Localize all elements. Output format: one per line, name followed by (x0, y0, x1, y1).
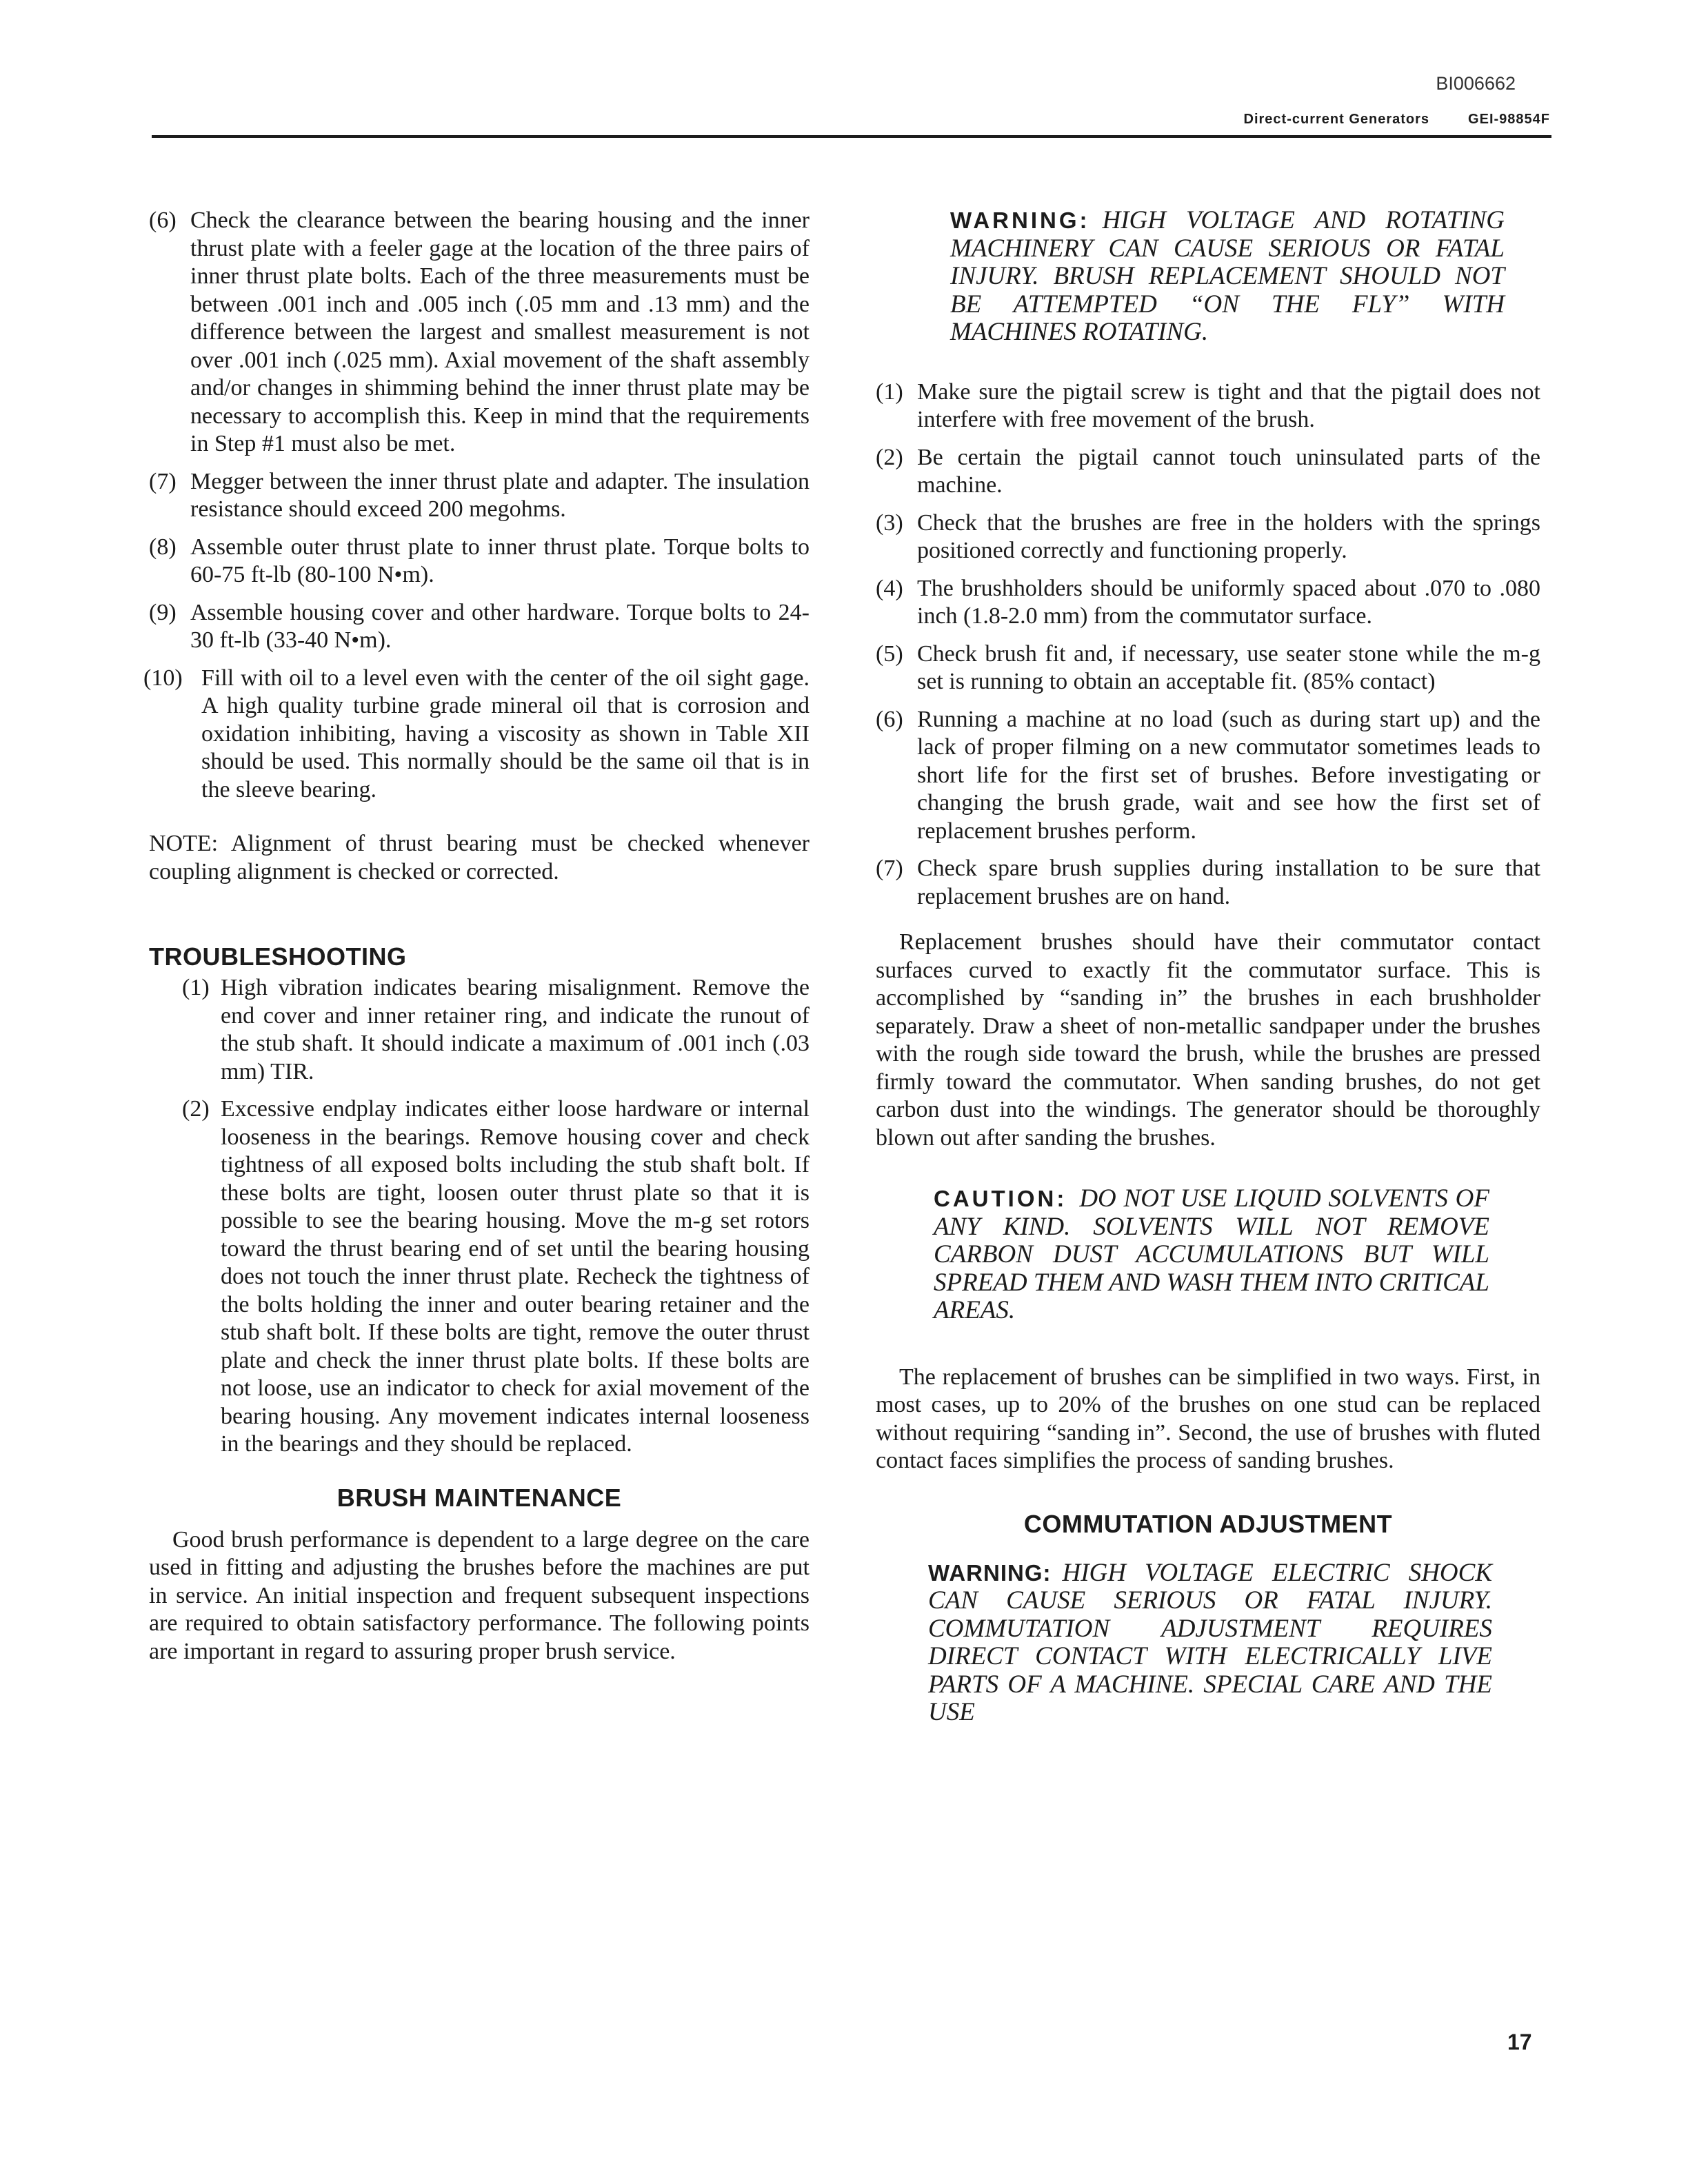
step-text: Assemble outer thrust plate to inner thrust plate. Torque bolts to 60-75 ft-lb (80-100 N•m). (190, 534, 810, 587)
running-head-doc-number: GEI-98854F (1468, 112, 1550, 127)
header-rule (152, 135, 1551, 138)
step-number: (3) (876, 509, 903, 536)
document-id: BI006662 (1436, 73, 1516, 94)
warning-text: HIGH VOLTAGE AND ROTATING MACHINERY CAN CAUSE SERIOUS OR FATAL INJURY. BRUSH REPLACEMENT SHOULD NOT BE ATTEMPTED “ON THE FLY” WITH MACHINES ROTATING. (950, 206, 1505, 346)
step-text: Check the clearance between the bearing housing and the inner thrust plate with a feeler gage at the location of the three pairs of inner thrust plate bolts. Each of the three measurements must be between .001 inch and .005 inch (.05 mm and .13 mm) and the difference between the largest and smallest measurement is not over .001 inch (.025 mm). Axial movement of the shaft assembly and/or changes in shimming behind the inner thrust plate may be necessary to accomplish this. Keep in mind that the requirements in Step #1 must also be met. (190, 208, 810, 456)
step-text: Check spare brush supplies during installation to be sure that replacement brushes are on hand. (917, 856, 1540, 909)
warning-label: WARNING: (928, 1559, 1052, 1586)
alignment-note: NOTE: Alignment of thrust bearing must be checked whenever coupling alignment is checked or corrected. (149, 831, 810, 884)
step-number: (5) (876, 640, 903, 667)
list-item (149, 599, 810, 655)
step-text: High vibration indicates bearing misalignment. Remove the end cover and inner retainer ring, and indicate the runout of the stub shaft. It should indicate a maximum of .001 inch (.03 mm) TIR. (221, 975, 810, 1084)
step-number: (2) (182, 1096, 210, 1122)
warning-label: WARNING: (950, 208, 1090, 233)
step-text: Running a machine at no load (such as during start up) and the lack of proper filming on a new commutator sometimes leads to short life for the first set of brushes. Before investigating or changing the brush grade, wait and see how the first set of replacement brushes perform. (917, 706, 1540, 844)
page-number: 17 (1507, 2030, 1532, 2054)
step-number: (9) (149, 599, 177, 625)
brush-maintenance-heading: BRUSH MAINTENANCE (336, 1483, 622, 1512)
warning-rotating-machinery (876, 207, 1540, 347)
step-number: (6) (876, 706, 903, 732)
brush-sanding-paragraph: Replacement brushes should have their commutator contact surfaces curved to exactly fit the commutator surface. This is accomplished by “sanding in” the brushes in each brushholder separately. Draw a sheet of non-metallic sandpaper under the brushes with the rough side toward the brush, while the brushes are pressed firmly toward the commutator. When sanding brushes, do not get carbon dust into the windings. The generator should be thoroughly blown out after sanding the brushes. (876, 929, 1540, 1151)
list-item (149, 974, 810, 1086)
caution-label: CAUTION: (934, 1186, 1067, 1211)
caution-text: DO NOT USE LIQUID SOLVENTS OF ANY KIND. SOLVENTS WILL NOT REMOVE CARBON DUST ACCUMULATIONS BUT WILL SPREAD THEM AND WASH THEM INTO CRITICAL AREAS. (934, 1184, 1489, 1324)
troubleshooting-heading: TROUBLESHOOTING (149, 942, 407, 971)
list-item (876, 509, 1540, 565)
step-number: (8) (149, 534, 177, 560)
list-item (876, 575, 1540, 631)
step-text: Check that the brushes are free in the holders with the springs positioned correctly and functioning properly. (917, 509, 1540, 563)
right-column (876, 207, 1540, 1727)
step-text: Make sure the pigtail screw is tight and that the pigtail does not interfere with free movement of the brush. (917, 378, 1540, 432)
step-text: Fill with oil to a level even with the center of the oil sight gage. A high quality turbine grade mineral oil that is corrosion and oxidation inhibiting, having a viscosity as shown in Table XII should be used. This normally should be the same oil that is in the sleeve bearing. (201, 665, 810, 802)
list-item (876, 706, 1540, 846)
step-number: (1) (876, 378, 903, 405)
caution-solvents (876, 1185, 1540, 1325)
step-number: (7) (876, 856, 903, 881)
commutation-adjustment-heading: COMMUTATION ADJUSTMENT (1023, 1509, 1393, 1538)
step-text: Assemble housing cover and other hardware. Torque bolts to 24-30 ft-lb (33-40 N•m). (190, 599, 810, 653)
brush-maintenance-text: Good brush performance is dependent to a large degree on the care used in fitting and adjusting the brushes before the machines are put in service. An initial inspection and frequent subsequent inspections are required to obtain satisfactory performance. The following points are important in regard to assuring proper brush service. (149, 1526, 810, 1664)
list-item (149, 207, 810, 458)
list-item (149, 1095, 810, 1459)
step-number: (10) (143, 665, 183, 691)
step-text: Megger between the inner thrust plate and adapter. The insulation resistance should exceed 200 megohms. (190, 468, 810, 522)
list-item (876, 640, 1540, 696)
warning-text: HIGH VOLTAGE ELECTRIC SHOCK CAN CAUSE SERIOUS OR FATAL INJURY. COMMUTATION ADJUSTMENT REQUIRES DIRECT CONTACT WITH ELECTRICALLY LIVE PARTS OF A MACHINE. SPECIAL CARE AND THE USE (928, 1558, 1492, 1726)
step-text: The brushholders should be uniformly spaced about .070 to .080 inch (1.8-2.0 mm) from the commutator surface. (917, 575, 1540, 629)
step-text: Excessive endplay indicates either loose hardware or internal looseness in the bearings. Remove housing cover and check tightness of all exposed bolts including the stub shaft bolt. If these bolts are tight, loosen outer thrust plate so that it is possible to see the bearing housing. Move the m-g set rotors toward the thrust bearing end of set until the bearing housing does not touch the inner thrust plate. Recheck the tightness of the bolts holding the inner and outer bearing retainer and the stub shaft bolt. If these bolts are tight, remove the outer thrust plate and check the inner thrust plate bolts. If these bolts are not loose, use an indicator to check for axial movement of the bearing housing. Any movement indicates internal looseness in the bearings and they should be replaced. (221, 1096, 810, 1457)
list-item (149, 468, 810, 524)
step-number: (6) (149, 208, 177, 233)
running-head-section: Direct-current Generators (1243, 112, 1430, 127)
left-column (143, 207, 810, 1675)
step-text: Check brush fit and, if necessary, use seater stone while the m-g set is running to obtain an acceptable fit. (85% contact) (917, 640, 1540, 694)
brush-replacement-paragraph: The replacement of brushes can be simplified in two ways. First, in most cases, up to 20% of the brushes on one stud can be replaced without requiring “sanding in”. Second, the use of brushes with fluted contact faces simplifies the process of sanding brushes. (876, 1364, 1540, 1473)
list-item (149, 534, 810, 589)
list-item (876, 855, 1540, 911)
step-number: (1) (182, 975, 210, 1000)
warning-electric-shock (876, 1559, 1540, 1727)
step-text: Be certain the pigtail cannot touch uninsulated parts of the machine. (917, 444, 1540, 498)
list-item (876, 444, 1540, 500)
step-number: (7) (149, 468, 177, 494)
step-number: (2) (876, 444, 903, 470)
step-number: (4) (876, 575, 903, 601)
list-item (876, 378, 1540, 434)
running-head (1076, 112, 1550, 128)
list-item (143, 665, 810, 805)
